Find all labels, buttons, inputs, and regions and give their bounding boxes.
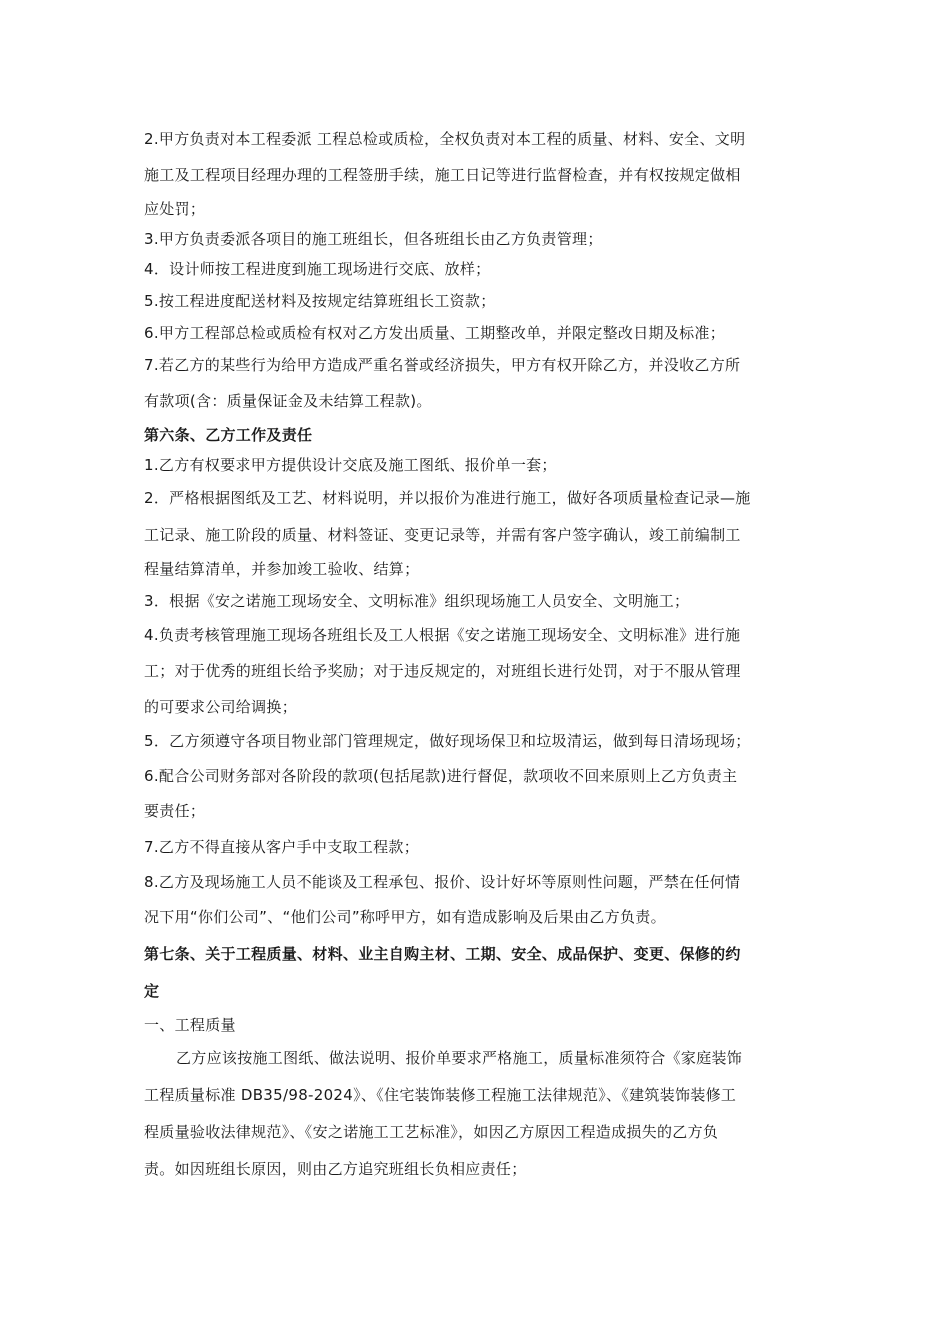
paragraph-line: 有款项(含：质量保证金及未结算工程款)。 <box>144 391 432 410</box>
paragraph-line: 3．根据《安之诺施工现场安全、文明标准》组织现场施工人员安全、文明施工； <box>144 591 690 610</box>
paragraph-line: 要责任； <box>144 802 206 820</box>
paragraph-line: 乙方应该按施工图纸、做法说明、报价单要求严格施工，质量标准须符合《家庭装饰 <box>176 1049 743 1067</box>
paragraph-line: 施工及工程项目经理办理的工程签册手续，施工日记等进行监督检查，并有权按规定做相 <box>144 165 741 184</box>
paragraph-line: 1.乙方有权要求甲方提供设计交底及施工图纸、报价单一套； <box>144 455 557 474</box>
paragraph-line: 2．严格根据图纸及工艺、材料说明，并以报价为准进行施工，做好各项质量检查记录—施 <box>144 488 751 507</box>
paragraph-line: 工；对于优秀的班组长给予奖励；对于违反规定的，对班组长进行处罚，对于不服从管理 <box>144 661 741 680</box>
paragraph-line: 6.配合公司财务部对各阶段的款项(包括尾款)进行督促，款项收不回来原则上乙方负责主 <box>144 766 738 785</box>
paragraph-line: 工程质量标准 DB35/98-2024》、《住宅装饰装修工程施工法律规范》、《建筑装饰装修工 <box>144 1086 737 1104</box>
document-body <box>144 122 812 1188</box>
paragraph-line: 工记录、施工阶段的质量、材料签证、变更记录等，并需有客户签字确认，竣工前编制工 <box>144 525 741 544</box>
paragraph-line: 7.乙方不得直接从客户手中支取工程款； <box>144 838 420 856</box>
paragraph-line: 6.甲方工程部总检或质检有权对乙方发出质量、工期整改单，并限定整改日期及标准； <box>144 324 726 342</box>
section-heading: 定 <box>144 982 160 1000</box>
section-heading: 第七条、关于工程质量、材料、业主自购主材、工期、安全、成品保护、变更、保修的约 <box>144 945 741 963</box>
paragraph-line: 3.甲方负责委派各项目的施工班组长，但各班组长由乙方负责管理； <box>144 229 603 248</box>
paragraph-line: 4.负责考核管理施工现场各班组长及工人根据《安之诺施工现场安全、文明标准》进行施 <box>144 626 741 644</box>
paragraph-line: 2.甲方负责对本工程委派 工程总检或质检，全权负责对本工程的质量、材料、安全、文明 <box>144 130 746 148</box>
paragraph-line: 应处罚； <box>144 199 206 218</box>
section-heading: 第六条、乙方工作及责任 <box>144 425 313 444</box>
paragraph-line: 7.若乙方的某些行为给甲方造成严重名誉或经济损失，甲方有权开除乙方，并没收乙方所 <box>144 356 741 374</box>
paragraph-line: 程量结算清单，并参加竣工验收、结算； <box>144 559 420 578</box>
paragraph-line: 5.按工程进度配送材料及按规定结算班组长工资款； <box>144 291 496 310</box>
paragraph-line: 的可要求公司给调换； <box>144 697 298 716</box>
paragraph-line: 责。如因班组长原因，则由乙方追究班组长负相应责任； <box>144 1160 527 1178</box>
paragraph-line: 程质量验收法律规范》、《安之诺施工工艺标准》，如因乙方原因工程造成损失的乙方负 <box>144 1123 719 1141</box>
paragraph-line: 5．乙方须遵守各项目物业部门管理规定，做好现场保卫和垃圾清运，做到每日清场现场； <box>144 732 751 750</box>
paragraph-line: 4．设计师按工程进度到施工现场进行交底、放样； <box>144 259 491 278</box>
paragraph-line: 况下用“你们公司”、“他们公司”称呼甲方，如有造成影响及后果由乙方负责。 <box>144 908 666 926</box>
subsection-title: 一、工程质量 <box>144 1016 236 1034</box>
paragraph-line: 8.乙方及现场施工人员不能谈及工程承包、报价、设计好坏等原则性问题，严禁在任何情 <box>144 872 741 891</box>
